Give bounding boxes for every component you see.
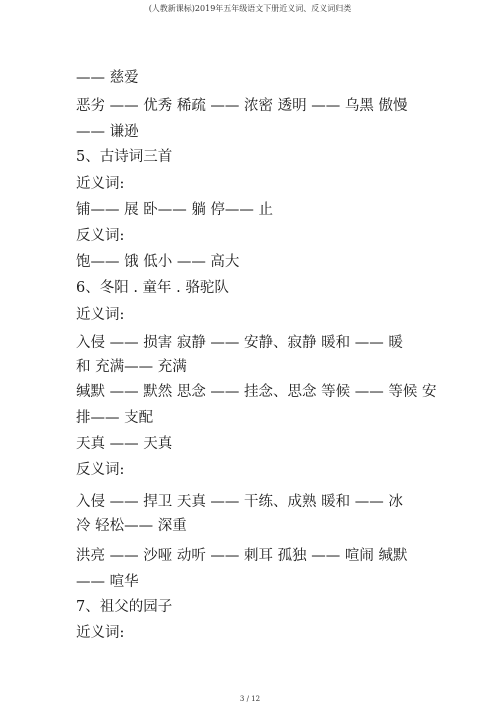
text-line: 铺—— 展 卧—— 躺 停—— 止 [76,202,274,218]
text-line: 饱—— 饿 低小 —— 高大 [76,254,240,270]
text-line: —— 谦逊 [76,124,139,140]
subheading: 反义词: [76,462,125,478]
text-line: 入侵 —— 损害 寂静 —— 安静、寂静 暖和 —— 暖 [76,335,403,351]
text-line: 冷 轻松—— 深重 [76,518,187,534]
section-heading: 6、冬阳 . 童年 . 骆驼队 [76,280,229,296]
text-line: —— 喧华 [76,574,139,590]
text-line: —— 慈爱 [76,70,139,86]
page-number: 3 / 12 [239,695,261,703]
text-line: 排—— 支配 [76,410,154,426]
subheading: 近义词: [76,625,125,641]
page-header: (人教新课标)2019年五年级语文下册近义词、反义词归类 [148,4,352,13]
text-line: 洪亮 —— 沙哑 动听 —— 刺耳 孤独 —— 喧闹 缄默 [76,548,408,564]
subheading: 近义词: [76,307,125,323]
text-line: 缄默 —— 默然 思念 —— 挂念、思念 等候 —— 等候 安 [76,384,437,400]
text-line: 天真 —— 天真 [76,436,173,452]
text-line: 入侵 —— 捍卫 天真 —— 干练、成熟 暖和 —— 冰 [76,494,403,510]
subheading: 近义词: [76,176,125,192]
subheading: 反义词: [76,228,125,244]
section-heading: 5、古诗词三首 [76,149,173,165]
text-line: 恶劣 —— 优秀 稀疏 —— 浓密 透明 —— 乌黑 傲慢 [76,98,408,114]
section-heading: 7、祖父的园子 [76,599,173,615]
text-line: 和 充满—— 充满 [76,359,187,375]
